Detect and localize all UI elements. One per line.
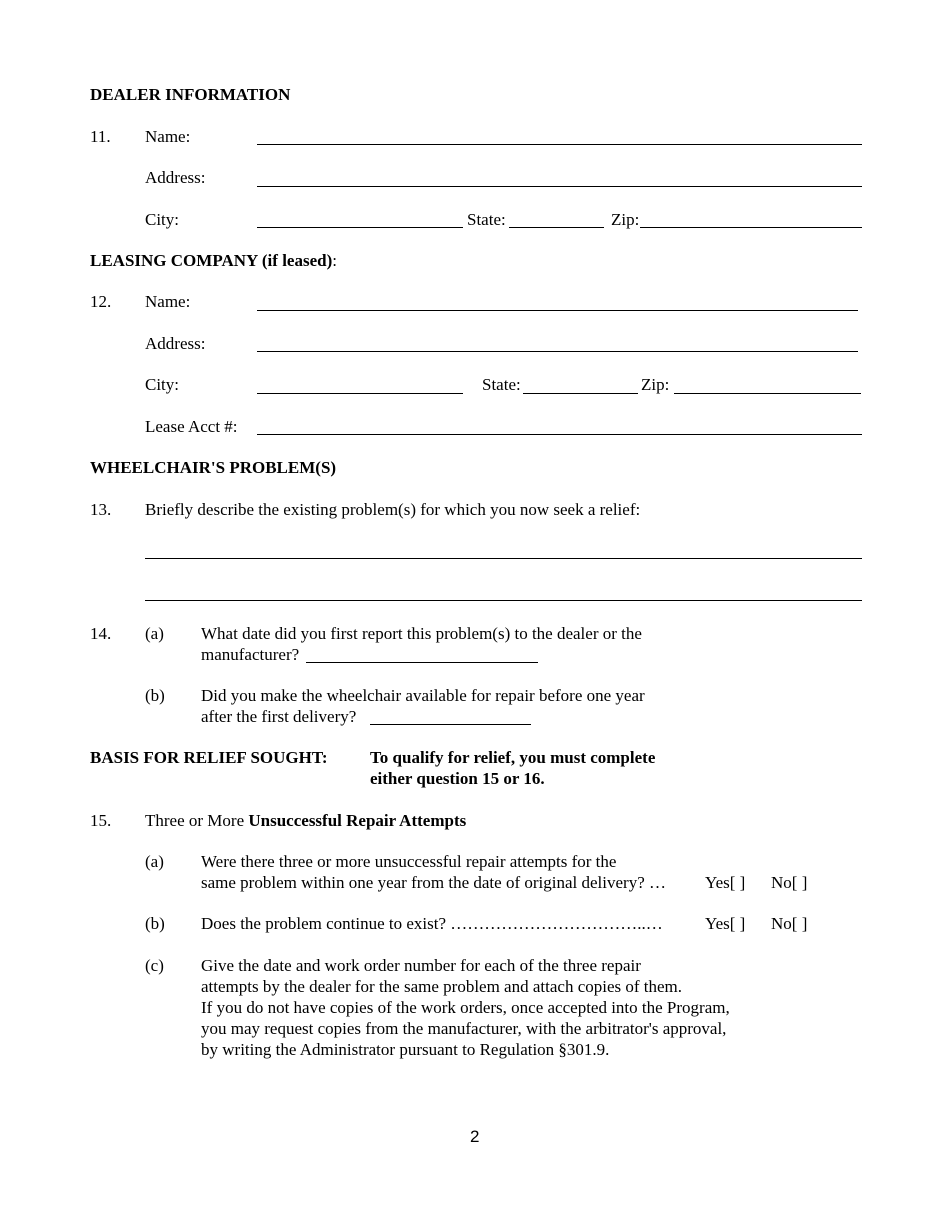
question-15b-text: Does the problem continue to exist? ……………………………..… (201, 914, 663, 933)
question-number-14: 14. (90, 624, 112, 643)
basis-note-line-1: To qualify for relief, you must complete (370, 748, 656, 767)
dealer-address-field[interactable] (257, 186, 862, 187)
dealer-city-label: City: (145, 210, 180, 229)
question-14b-line-1: Did you make the wheelchair available for repair before one year (201, 686, 645, 705)
question-15-title (145, 811, 466, 831)
question-15a-letter: (a) (145, 852, 164, 871)
question-15a-yes-checkbox[interactable]: Yes[ ] (705, 873, 746, 892)
leasing-address-label: Address: (145, 334, 206, 353)
question-14b-letter: (b) (145, 686, 165, 705)
page-number: 2 (470, 1127, 480, 1146)
lease-acct-label: Lease Acct #: (145, 417, 238, 436)
basis-note-line-2: either question 15 or 16. (370, 769, 545, 788)
leasing-name-field[interactable] (257, 310, 858, 311)
leasing-heading (90, 251, 337, 271)
question-15c-line-5: by writing the Administrator pursuant to Regulation §301.9. (201, 1040, 610, 1059)
question-15a-no-checkbox[interactable]: No[ ] (771, 873, 808, 892)
question-15c-line-2: attempts by the dealer for the same problem and attach copies of them. (201, 977, 683, 996)
leasing-heading-text: LEASING COMPANY (if leased) (90, 251, 333, 270)
question-number-12: 12. (90, 292, 112, 311)
question-number-15: 15. (90, 811, 112, 830)
repair-availability-field[interactable] (370, 724, 531, 725)
leasing-name-label: Name: (145, 292, 191, 311)
question-14b-line-2: after the first delivery? (201, 707, 357, 726)
leasing-address-field[interactable] (257, 351, 858, 352)
leasing-state-label: State: (482, 375, 521, 394)
question-13-text: Briefly describe the existing problem(s) for which you now seek a relief: (145, 500, 641, 519)
problems-heading: WHEELCHAIR'S PROBLEM(S) (90, 458, 337, 477)
dealer-heading: DEALER INFORMATION (90, 85, 291, 104)
question-number-11: 11. (90, 127, 111, 146)
question-number-13: 13. (90, 500, 112, 519)
leasing-zip-field[interactable] (674, 393, 861, 394)
dealer-state-field[interactable] (509, 227, 604, 228)
question-15c-letter: (c) (145, 956, 164, 975)
leasing-heading-colon: : (332, 251, 337, 270)
question-14a-letter: (a) (145, 624, 164, 643)
leasing-city-field[interactable] (257, 393, 463, 394)
question-15b-letter: (b) (145, 914, 165, 933)
question-15c-line-1: Give the date and work order number for each of the three repair (201, 956, 641, 975)
basis-heading: BASIS FOR RELIEF SOUGHT: (90, 748, 328, 767)
lease-acct-field[interactable] (257, 434, 862, 435)
question-14a-line-1: What date did you first report this problem(s) to the dealer or the (201, 624, 642, 643)
problem-description-line-2[interactable] (145, 600, 862, 601)
question-15a-line-2: same problem within one year from the date of original delivery? … (201, 873, 666, 892)
dealer-name-label: Name: (145, 127, 191, 146)
problem-description-line-1[interactable] (145, 558, 862, 559)
dealer-name-field[interactable] (257, 144, 862, 145)
question-15c-line-3: If you do not have copies of the work orders, once accepted into the Program, (201, 998, 730, 1017)
dealer-zip-field[interactable] (640, 227, 862, 228)
question-14a-line-2: manufacturer? (201, 645, 300, 664)
question-15b-yes-checkbox[interactable]: Yes[ ] (705, 914, 746, 933)
dealer-city-field[interactable] (257, 227, 463, 228)
question-15c-line-4: you may request copies from the manufacturer, with the arbitrator's approval, (201, 1019, 727, 1038)
leasing-zip-label: Zip: (641, 375, 670, 394)
first-report-date-field[interactable] (306, 662, 538, 663)
question-15b-no-checkbox[interactable]: No[ ] (771, 914, 808, 933)
dealer-zip-label: Zip: (611, 210, 640, 229)
question-15a-line-1: Were there three or more unsuccessful repair attempts for the (201, 852, 617, 871)
question-15-title-plain: Three or More (145, 811, 249, 830)
dealer-address-label: Address: (145, 168, 206, 187)
leasing-city-label: City: (145, 375, 180, 394)
leasing-state-field[interactable] (523, 393, 638, 394)
question-15-title-bold: Unsuccessful Repair Attempts (248, 811, 467, 830)
dealer-state-label: State: (467, 210, 506, 229)
